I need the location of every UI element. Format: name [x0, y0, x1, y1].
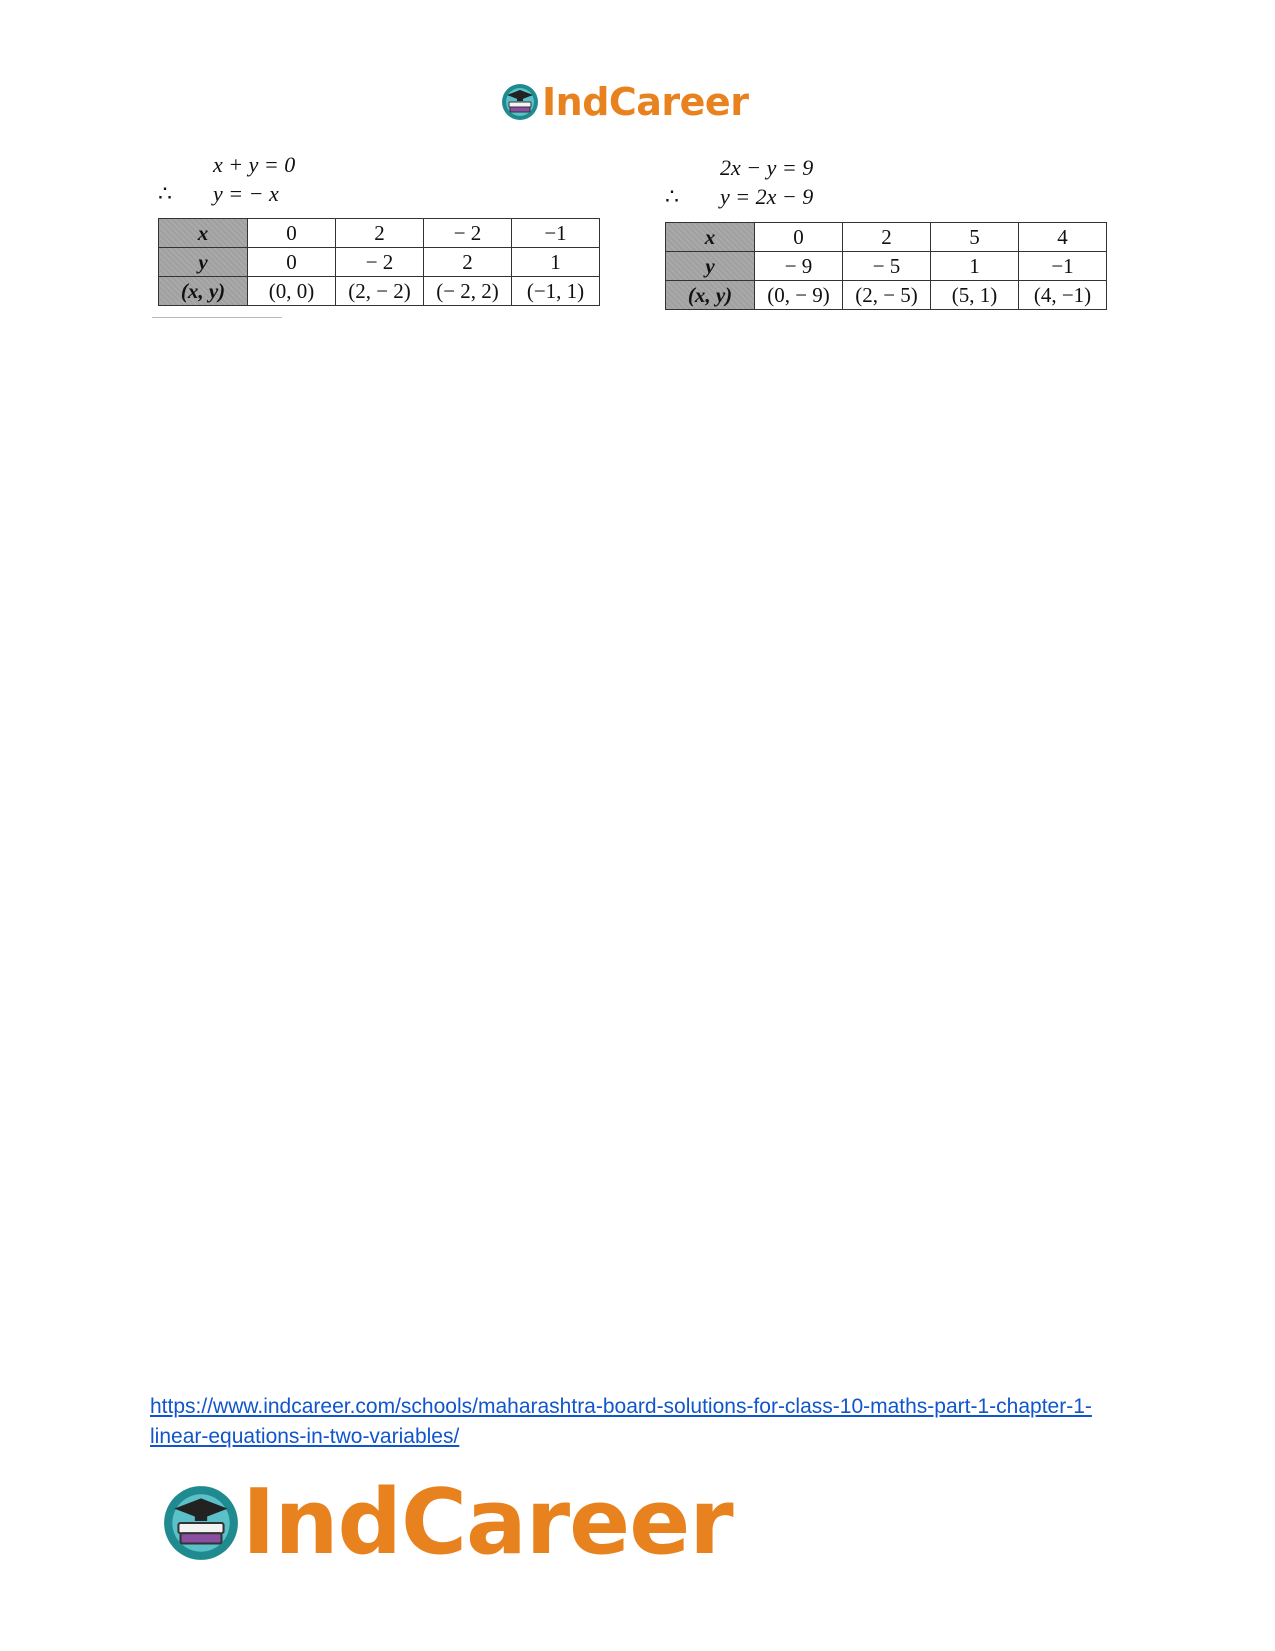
table-row [159, 277, 600, 306]
table-cell: 1 [931, 252, 1019, 281]
divider [152, 317, 282, 318]
row-header-xy: (x, y) [159, 277, 248, 306]
table-cell: 0 [755, 223, 843, 252]
therefore-symbol: ∴ [665, 184, 679, 209]
table-cell: (4, −1) [1019, 281, 1107, 310]
graduation-cap-books-globe-icon [500, 82, 540, 122]
table-cell: 4 [1019, 223, 1107, 252]
source-url-link[interactable]: https://www.indcareer.com/schools/maharashtra-board-solutions-for-class-10-maths-part-1-chapter-1-linear-equations-in-two-variables/ [150, 1395, 1092, 1448]
table-row [159, 248, 600, 277]
table-row [666, 223, 1107, 252]
right-equation-1: 2x − y = 9 [720, 155, 814, 180]
header-logo [500, 80, 748, 124]
table-cell: (0, − 9) [755, 281, 843, 310]
table-row [666, 281, 1107, 310]
left-equation-1: x + y = 0 [213, 152, 296, 177]
table-cell: 2 [424, 248, 512, 277]
table-cell: 5 [931, 223, 1019, 252]
left-equation-2: y = − x [213, 181, 279, 206]
table-cell: (− 2, 2) [424, 277, 512, 306]
brand-name: IndCareer [542, 80, 749, 124]
table-cell: (5, 1) [931, 281, 1019, 310]
table-cell: (2, − 5) [843, 281, 931, 310]
row-header-y: y [666, 252, 755, 281]
footer-logo [160, 1470, 733, 1575]
table-cell: 2 [336, 219, 424, 248]
table-cell: − 2 [336, 248, 424, 277]
table-cell: 0 [248, 219, 336, 248]
table-cell: 0 [248, 248, 336, 277]
brand-name: IndCareer [242, 1470, 733, 1575]
table-row [666, 252, 1107, 281]
table-cell: 2 [843, 223, 931, 252]
right-values-table [665, 222, 1107, 310]
left-values-table [158, 218, 600, 306]
therefore-symbol: ∴ [158, 181, 172, 206]
table-cell: − 5 [843, 252, 931, 281]
table-cell: − 9 [755, 252, 843, 281]
table-cell: 1 [512, 248, 600, 277]
graduation-cap-books-globe-icon [160, 1482, 242, 1564]
table-cell: −1 [1019, 252, 1107, 281]
table-cell: (2, − 2) [336, 277, 424, 306]
table-cell: − 2 [424, 219, 512, 248]
table-cell: (−1, 1) [512, 277, 600, 306]
right-equation-2: y = 2x − 9 [720, 184, 814, 209]
table-cell: −1 [512, 219, 600, 248]
table-cell: (0, 0) [248, 277, 336, 306]
row-header-x: x [666, 223, 755, 252]
row-header-xy: (x, y) [666, 281, 755, 310]
row-header-x: x [159, 219, 248, 248]
table-row [159, 219, 600, 248]
row-header-y: y [159, 248, 248, 277]
